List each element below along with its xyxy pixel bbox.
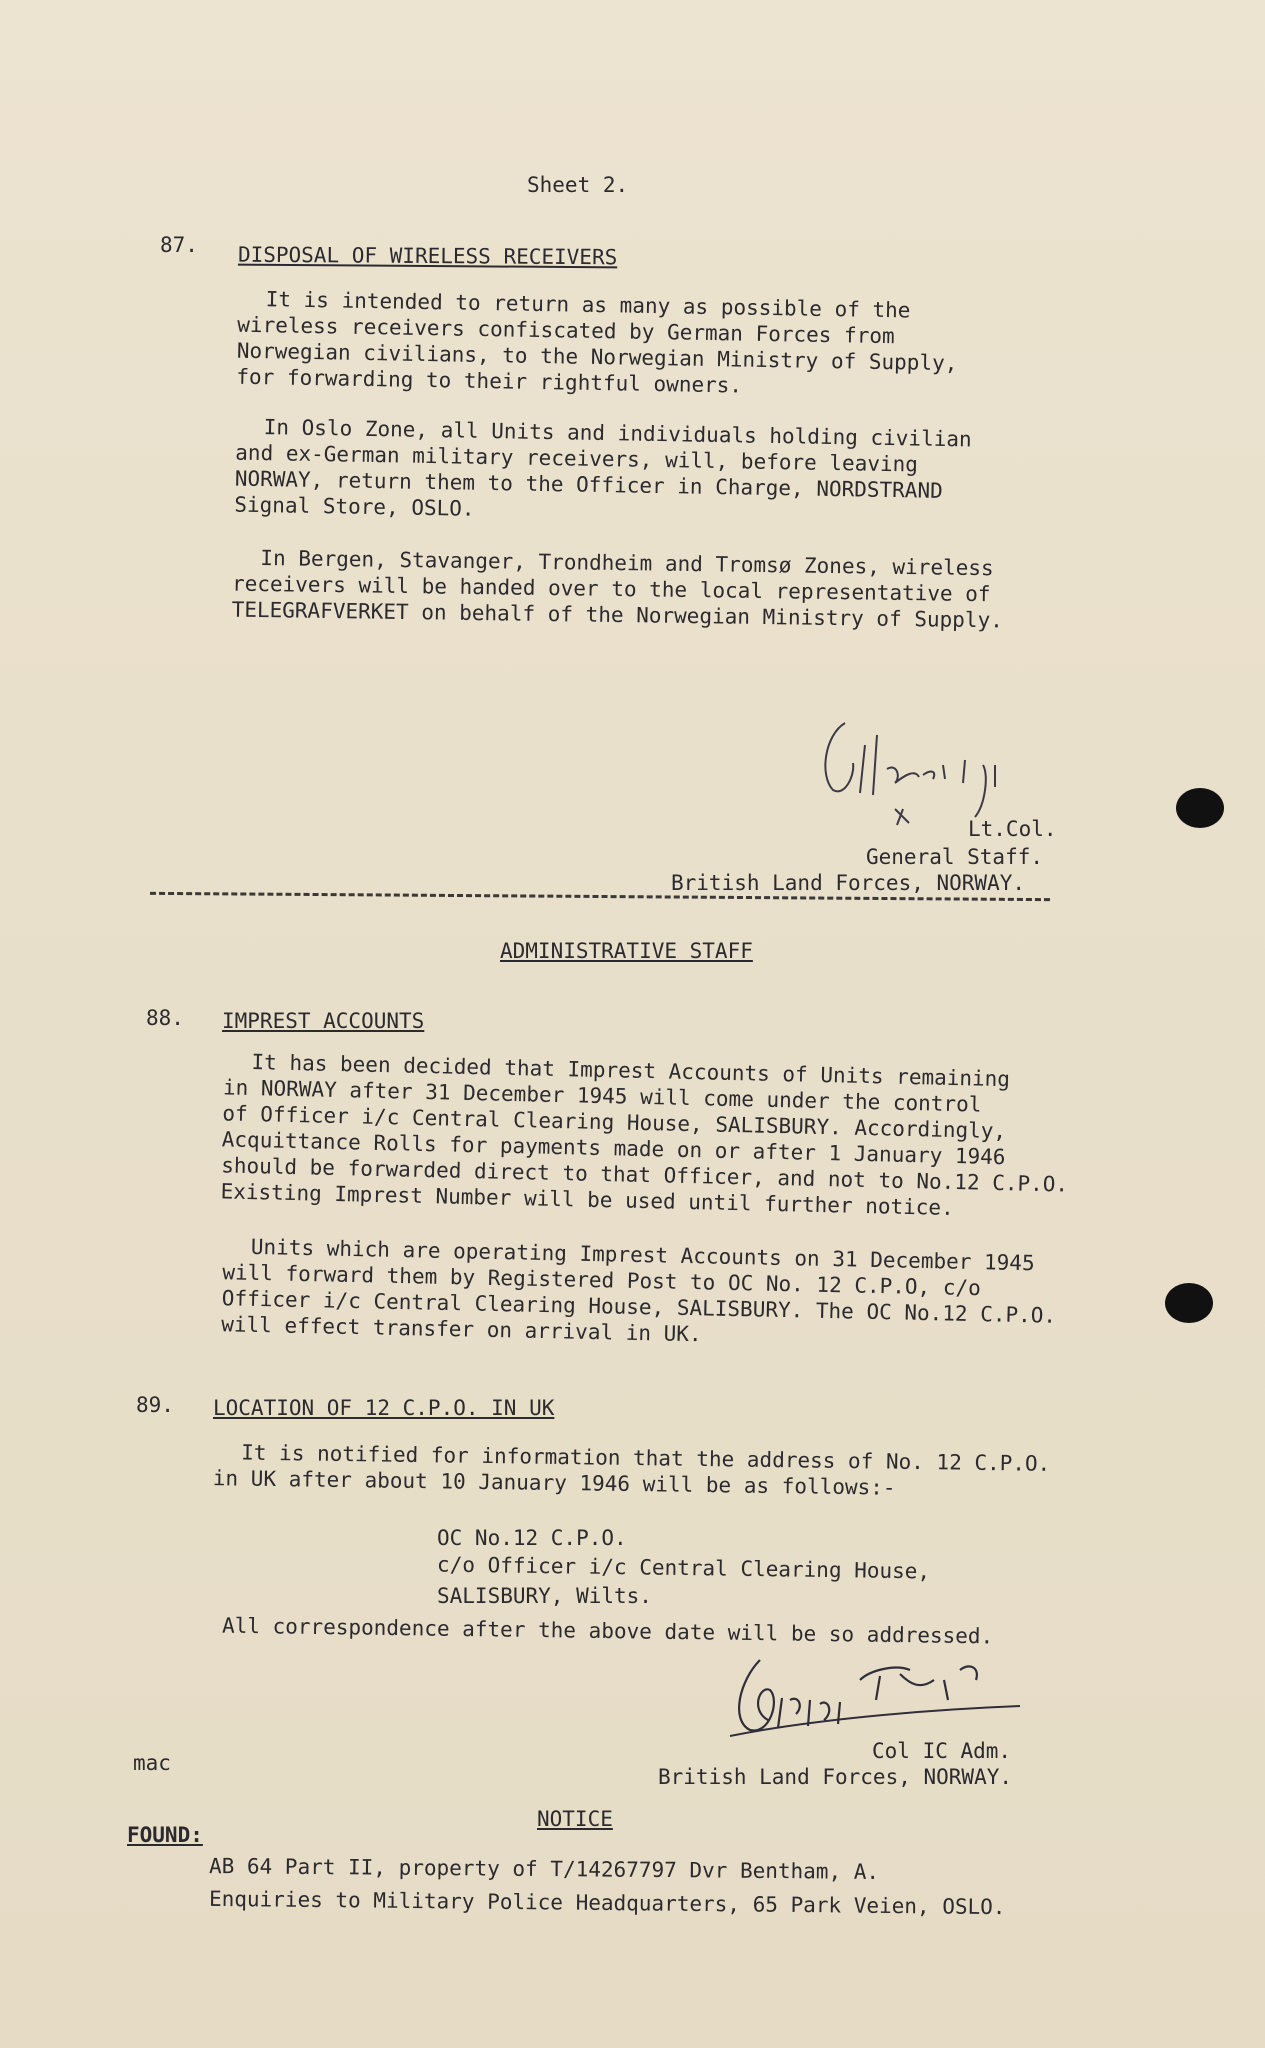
section-89-number: 89. [136, 1393, 174, 1417]
section-87-title: DISPOSAL OF WIRELESS RECEIVERS [237, 242, 618, 270]
punch-hole-top [1176, 788, 1224, 828]
section-88-paragraph-1: It has been decided that Imprest Accounts of Units remaining in NORWAY after 31 December 1945 will come under the control of Officer i/c Central Clearing House, SALISBURY. Accordingly, Acquittance Rolls for payments made on or after 1 January 1946 should be forwarded direct to that Officer, and not to No.12 C.P.O. Existing Imprest Number will be used until further notice. [220, 1050, 1069, 1221]
punch-hole-bottom [1165, 1283, 1213, 1323]
section-87-paragraph-1: It is intended to return as many as possible of the wireless receivers confiscated by German Forces from Norwegian civilians, to the Norwegian Ministry of Supply, for forwarding to their rightful owners. [236, 287, 958, 398]
address-line-1: OC No.12 C.P.O. [437, 1526, 627, 1550]
section-88-number: 88. [146, 1006, 184, 1030]
section-87-sign-line-3: British Land Forces, NORWAY. [671, 871, 1026, 895]
section-89-title: LOCATION OF 12 C.P.O. IN UK [213, 1396, 555, 1420]
section-88-title: IMPREST ACCOUNTS [222, 1009, 425, 1033]
administrative-staff-heading: ADMINISTRATIVE STAFF [500, 939, 753, 963]
section-89-paragraph-2: All correspondence after the above date will be so addressed. [221, 1613, 994, 1649]
sheet-number: Sheet 2. [527, 173, 629, 197]
section-87-paragraph-3: In Bergen, Stavanger, Trondheim and Tromsø Zones, wireless receivers will be handed over to the local representative of TELEGRAFVERKET on behalf of the Norwegian Ministry of Supply. [231, 546, 1004, 633]
found-label: FOUND: [127, 1823, 203, 1847]
section-89-sign-rank: Col IC Adm. [872, 1739, 1012, 1763]
section-89-sign-line-2: British Land Forces, NORWAY. [658, 1765, 1013, 1789]
section-87-signature [805, 705, 1035, 830]
typist-initials: mac [133, 1751, 171, 1775]
section-89-paragraph-1: It is notified for information that the address of No. 12 C.P.O. in UK after about 10 January 1946 will be as follows:- [212, 1440, 1051, 1500]
section-87-sign-line-2: General Staff. [866, 845, 1044, 869]
section-89-signature [720, 1640, 1060, 1750]
section-87-sign-rank: Lt.Col. [968, 817, 1057, 841]
notice-line-1: AB 64 Part II, property of T/14267797 Dvr Bentham, A. [208, 1854, 880, 1884]
section-88-paragraph-2: Units which are operating Imprest Accounts on 31 December 1945 will forward them by Registered Post to OC No. 12 C.P.O, c/o Officer i/c Central Clearing House, SALISBURY. The OC No.12 C.P.O. will effect transfer on arrival in UK. [221, 1234, 1057, 1347]
address-line-2: c/o Officer i/c Central Clearing House, [436, 1552, 931, 1584]
section-87-number: 87. [160, 233, 198, 257]
address-line-3: SALISBURY, Wilts. [437, 1584, 652, 1608]
notice-heading: NOTICE [537, 1807, 613, 1831]
section-87-paragraph-2: In Oslo Zone, all Units and individuals holding civilian and ex-German military receivers, will, before leaving NORWAY, return them to the Officer in Charge, NORDSTRAND Signal Store, OSLO. [234, 415, 972, 521]
notice-line-2: Enquiries to Military Police Headquarters, 65 Park Veien, OSLO. [208, 1886, 1006, 1920]
